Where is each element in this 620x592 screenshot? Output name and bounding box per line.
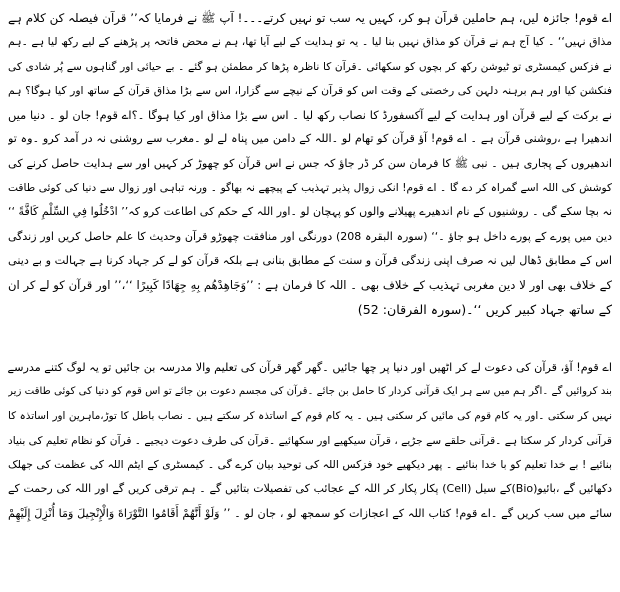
- text-line: دین میں پورے کے پورے داخل ہو جاؤ ۔‘‘ (سورہ البقرہ 208) دورنگی اور منافقت چھوڑو قرآن وحدیث کا علم حاصل کریں اور زندگی: [8, 229, 612, 243]
- text-line: اندھیروں کے پجاری ہیں ۔ نبی ﷺ کا فرمان سن کر ڈر جاؤ کہ جس نے اس قرآن کو چھوڑ کر کہیں اور سے ہدایت حاصل کرنے کی: [8, 156, 612, 170]
- text-line: نے فزکس کیمسٹری تو ٹیوشن رکھ کر بچوں کو سکھائی ۔قرآن کا ناظرہ پڑھا کر مطمئن ہو گئے ۔ بے حیائی اور گناہوں سے پُر شادی کی: [8, 60, 612, 73]
- text-line: بنائیے ! بے خدا تعلیم کو با خدا بنائیے ۔ پھر دیکھیے خود فزکس اللہ کی توحید بیان کرے گی ۔ کیمسٹری کے ایٹم اللہ کی عظمت کی جھلک: [8, 458, 612, 472]
- text-line: نہ بچا سکے گی ۔ روشنیوں کے نام اندھیرے پھیلانے والوں کو پہچان لو ۔اور اللہ کے حکم کی اطاعت کرو کہ’’ ادْخُلُوا فِي السِّلْمِ كَافَّةً ‘‘: [8, 205, 612, 219]
- text-line: کوشش کی اللہ اسے گمراہ کر دے گا ۔ اے قوم! انکی زوال پذیر تہذیب کے پیچھے نہ بھاگو ۔ ورنہ تباہی اور زوال سے دنیا کی کوئی طاقت: [8, 182, 612, 195]
- text-line: اے قوم! آؤ، قرآن کی دعوت لے کر اٹھیں اور دنیا پر چھا جائیں ۔گھر گھر قرآن کی تعلیم والا مدرسہ بن جائیں تو یہ لوگ کتنے مدرسے: [8, 360, 612, 374]
- text-line: بند کروائیں گے ۔اگر ہم میں سے ہر ایک قرآنی کردار کا حامل بن جائے ۔قرآن کی مجسم دعوت بن جائے تو اس قوم کو دنیا کی کوئی طاقت زیر: [8, 386, 612, 398]
- text-line: کے ساتھ جہاد کبیر کریں ‘‘۔(سورہ الفرقان: 52): [357, 301, 612, 317]
- text-line: مذاق نہیں‘‘ ۔ کیا آج ہم نے قرآن کو مذاق نہیں بنا لیا ۔ یہ تو ہدایت کے لیے آیا تھا، ہم نے محض فاتحہ پر پڑھنے کے لیے رکھ لیا ہے ۔ہم: [8, 35, 612, 49]
- text-line: فنکشن کیا اور ہم برہنہ دلہن کی رخصتی کے وقت اس کو قرآن کے نیچے سے گزارا، اس سے بڑا مذاق قرآن کے ساتھ اور کیا ہوگا؟ ہم: [8, 83, 612, 97]
- text-line: دکھائیں گے ،بائیو(Bio)کے سیل (Cell) پکار پکار کر اللہ کے عجائب کی تفصیلات بتائیں گے ۔ ہم ترقی کریں گے اور اللہ کی رحمت کے: [8, 482, 612, 496]
- text-line: نہیں کر سکتی ۔اور یہ کام قوم کی مائیں کر سکتی ہیں ۔ یہ کام قوم کے اساتذہ کر سکتے ہیں ۔ نصاب باطل کا توڑ،ماہرین اور اساتذہ کا: [8, 410, 612, 423]
- text-line: قرآنی کردار کر سکتا ہے ۔قرآنی حلقے سے جڑیے ، قرآن سیکھیے اور سکھائیے ۔قرآن کی طرف دعوت دیجیے ۔ قرآن کو نظام تعلیم کی بنیاد: [8, 434, 612, 447]
- text-line: اس کے مطابق ڈھال لیں نہ صرف اپنی زندگی قرآن و سنت کے مطابق بنانی ہے بلکہ قرآن کو لے کر جہاد کرنا ہے جہالت و بے دینی: [8, 253, 612, 267]
- text-line: کے خلاف بھی اور لا دین مغربی تہذیب کے خلاف بھی ۔ اللہ کا فرمان ہے : ’’وَجَاهِدْهُم بِهِ جِهَادًا كَبِيرًا ‘‘،’’ اور قرآن کو لے کر ان: [8, 278, 612, 293]
- paragraph-1: [8, 6, 612, 322]
- text-line: اندھیرا ہے ،روشنی قرآن ہے ۔ اے قوم! آؤ قرآن کو تھام لو ۔اللہ کے دامن میں پناہ لے لو ۔مغرب سے روشنی نہ در آمد کرو ۔وہ تو: [8, 132, 612, 146]
- text-line: سائے میں سب کریں گے ۔اے قوم! کتاب اللہ کے اعجازات کو سمجھ لو ، جان لو ۔ ’’ وَلَوْ أَنَّهُمْ أَقَامُوا التَّوْرَاةَ وَالْإِنْجِيلَ وَمَا أُنْزِلَ إِلَيْهِمْ: [8, 506, 612, 520]
- paragraph-2: [8, 356, 612, 526]
- text-line: اے قوم! جائزہ لیں، ہم حاملین قرآن ہو کر، کہیں یہ سب تو نہیں کرتے۔۔۔! آپ ﷺ نے فرمایا کہ’’ قرآن فیصلہ کن کلام ہے: [8, 11, 612, 25]
- text-line: نے برکت کے لیے قرآن اور ہدایت کے لیے آکسفورڈ کا نصاب رکھ لیا ۔ اس سے بڑا مذاق اور کیا ہوگا ۔؟اے قوم! جان لو ۔ دنیا میں: [8, 108, 612, 123]
